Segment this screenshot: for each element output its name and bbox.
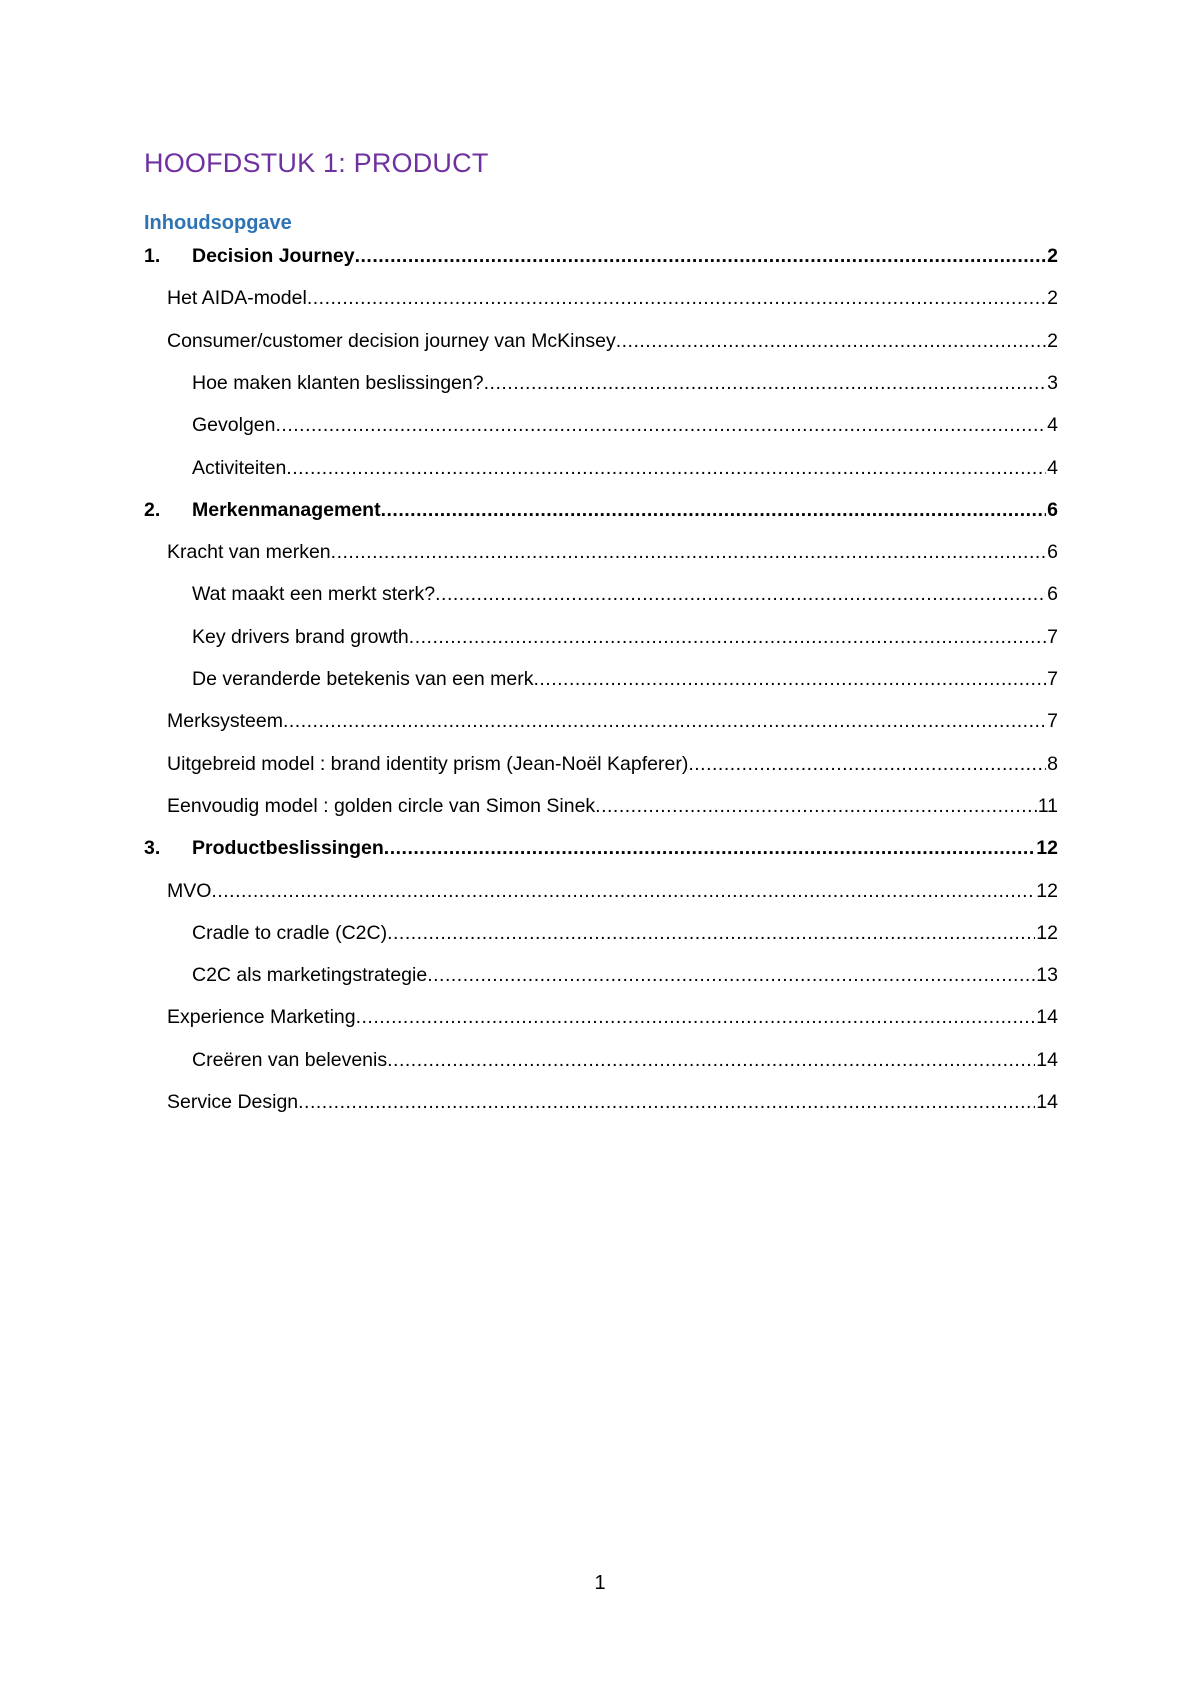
- toc-entry-label: Decision Journey: [192, 245, 355, 267]
- toc-entry[interactable]: [167, 791, 1058, 821]
- toc-entry[interactable]: [192, 622, 1058, 652]
- toc-entry-label: Eenvoudig model : golden circle van Simon Sinek: [167, 795, 596, 817]
- toc-dot-leader: [595, 791, 1037, 821]
- toc-entry-label: Consumer/customer decision journey van McKinsey: [167, 330, 616, 352]
- toc-entry-page: 12: [1036, 837, 1058, 859]
- toc-entry-label: De veranderde betekenis van een merk: [192, 668, 534, 690]
- toc-entry-page: 12: [1036, 922, 1058, 944]
- toc-entry[interactable]: [192, 960, 1058, 990]
- toc-entry-label: Experience Marketing: [167, 1006, 356, 1028]
- toc-entry-label: Merkenmanagement: [192, 499, 381, 521]
- toc-heading: Inhoudsopgave: [144, 212, 292, 234]
- toc-entry[interactable]: [192, 579, 1058, 609]
- toc-dot-leader: [283, 706, 1046, 736]
- chapter-title: HOOFDSTUK 1: PRODUCT: [144, 148, 489, 178]
- toc-entry-page: 2: [1047, 245, 1058, 267]
- toc-entry-label: Kracht van merken: [167, 541, 331, 563]
- page-number: 1: [594, 1572, 606, 1594]
- toc-entry-page: 4: [1047, 414, 1058, 436]
- toc-dot-leader: [387, 918, 1035, 948]
- toc-dot-leader: [616, 326, 1046, 356]
- toc-entry-label: Creëren van belevenis: [192, 1049, 388, 1071]
- toc-dot-leader: [409, 622, 1046, 652]
- toc-entry[interactable]: [144, 833, 1058, 863]
- toc-dot-leader: [427, 960, 1035, 990]
- toc-entry[interactable]: [167, 876, 1058, 906]
- toc-entry-page: 7: [1047, 668, 1058, 690]
- toc-entry-page: 12: [1036, 880, 1058, 902]
- toc-entry-label: Wat maakt een merkt sterk?: [192, 583, 436, 605]
- toc-dot-leader: [331, 537, 1046, 567]
- toc-entry[interactable]: [167, 1002, 1058, 1032]
- toc-dot-leader: [211, 876, 1035, 906]
- toc-dot-leader: [307, 283, 1046, 313]
- toc-entry-page: 2: [1047, 287, 1058, 309]
- toc-entry-label: Het AIDA-model: [167, 287, 307, 309]
- toc-dot-leader: [435, 579, 1046, 609]
- toc-dot-leader: [286, 453, 1046, 483]
- toc-entry[interactable]: [167, 706, 1058, 736]
- toc-entry-label: MVO: [167, 880, 212, 902]
- toc-entry-page: 13: [1036, 964, 1058, 986]
- toc-entry[interactable]: [192, 453, 1058, 483]
- toc-entry-label: Merksysteem: [167, 710, 283, 732]
- toc-dot-leader: [275, 410, 1046, 440]
- toc-entry[interactable]: [144, 241, 1058, 271]
- toc-entry-label: Gevolgen: [192, 414, 276, 436]
- toc-entry[interactable]: [192, 1045, 1058, 1075]
- toc-dot-leader: [298, 1087, 1035, 1117]
- toc-entry-number: 3.: [144, 837, 161, 859]
- toc-dot-leader: [381, 495, 1047, 525]
- toc-entry-page: 3: [1047, 372, 1058, 394]
- toc-entry-label: Activiteiten: [192, 457, 287, 479]
- toc-entry[interactable]: [192, 368, 1058, 398]
- toc-entry-number: 1.: [144, 245, 161, 267]
- toc-entry-label: Cradle to cradle (C2C): [192, 922, 388, 944]
- toc-entry-page: 14: [1036, 1006, 1058, 1028]
- toc-entry-number: 2.: [144, 499, 161, 521]
- toc-entry-page: 6: [1047, 499, 1058, 521]
- toc-dot-leader: [355, 241, 1047, 271]
- toc-dot-leader: [384, 833, 1036, 863]
- toc-entry[interactable]: [167, 749, 1058, 779]
- toc-entry-page: 14: [1036, 1091, 1058, 1113]
- toc-entry[interactable]: [144, 495, 1058, 525]
- toc-dot-leader: [688, 749, 1046, 779]
- toc-entry-page: 7: [1047, 710, 1058, 732]
- toc-entry[interactable]: [192, 664, 1058, 694]
- toc-entry[interactable]: [167, 537, 1058, 567]
- toc-entry-page: 6: [1047, 541, 1058, 563]
- toc-entry-page: 7: [1047, 626, 1058, 648]
- toc-entry[interactable]: [167, 326, 1058, 356]
- toc-entry-page: 11: [1037, 795, 1058, 817]
- toc-entry-page: 8: [1047, 753, 1058, 775]
- toc-dot-leader: [387, 1045, 1035, 1075]
- toc-entry-page: 14: [1036, 1049, 1058, 1071]
- toc-entry[interactable]: [192, 918, 1058, 948]
- toc-entry-label: Hoe maken klanten beslissingen?: [192, 372, 484, 394]
- toc-entry-page: 4: [1047, 457, 1058, 479]
- toc-entry-label: Uitgebreid model : brand identity prism (Jean-Noël Kapferer): [167, 753, 689, 775]
- toc-entry-label: Key drivers brand growth: [192, 626, 409, 648]
- toc-dot-leader: [356, 1002, 1036, 1032]
- toc-dot-leader: [484, 368, 1047, 398]
- toc-entry-label: C2C als marketingstrategie: [192, 964, 428, 986]
- toc-entry[interactable]: [167, 283, 1058, 313]
- toc-entry-label: Productbeslissingen: [192, 837, 384, 859]
- toc-entry-page: 2: [1047, 330, 1058, 352]
- toc-entry-page: 6: [1047, 583, 1058, 605]
- toc-dot-leader: [533, 664, 1046, 694]
- toc-entry[interactable]: [167, 1087, 1058, 1117]
- toc-entry-label: Service Design: [167, 1091, 299, 1113]
- toc-entry[interactable]: [192, 410, 1058, 440]
